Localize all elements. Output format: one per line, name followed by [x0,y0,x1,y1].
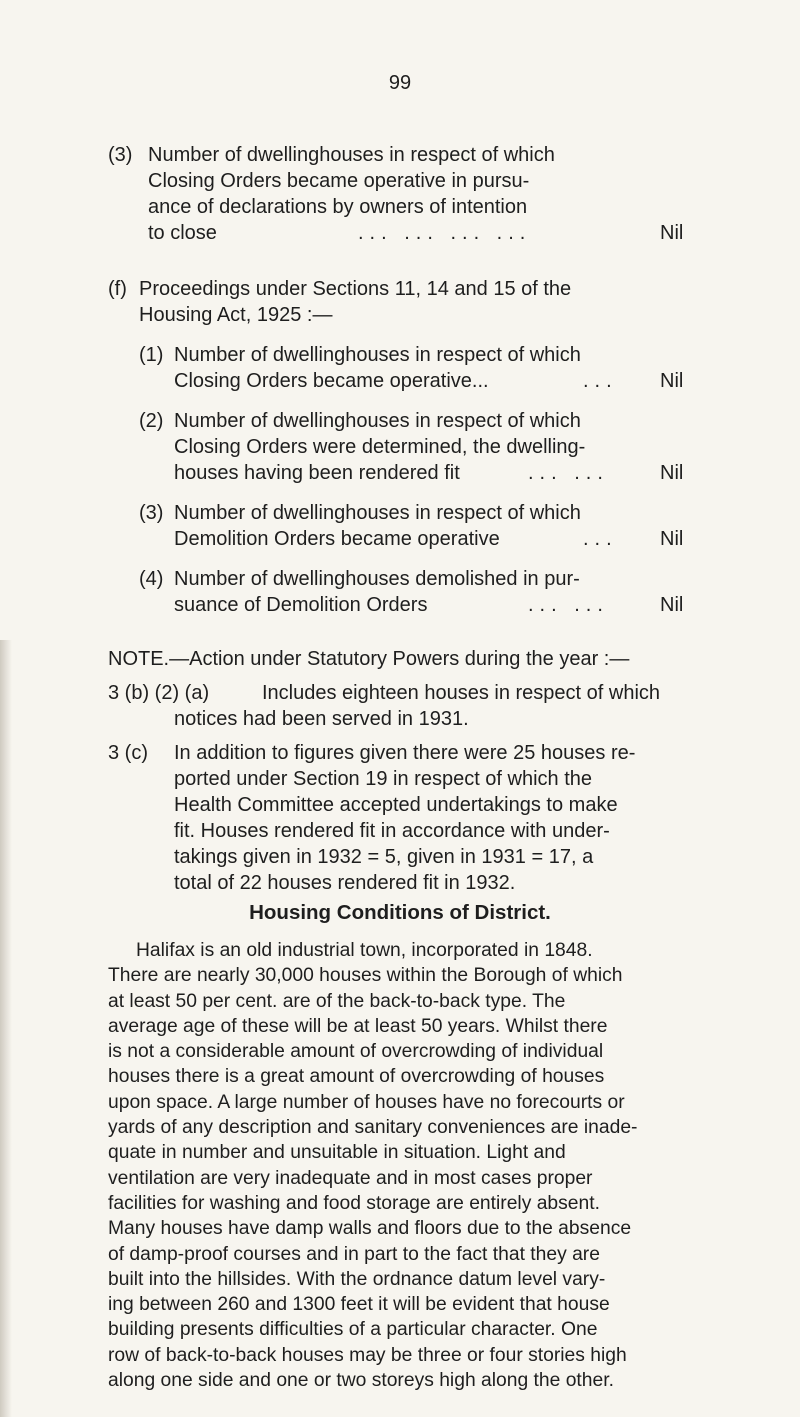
paragraph-line: Halifax is an old industrial town, incorporated in 1848. [136,940,593,961]
item-line: Number of dwellinghouses in respect of which [174,502,581,524]
paragraph-line: There are nearly 30,000 houses within the Borough of which [108,965,623,987]
paragraph-line: ventilation are very inadequate and in most cases proper [108,1167,593,1189]
note-label: 3 (b) (2) (a) [108,682,210,704]
item-line: Number of dwellinghouses demolished in pur- [174,568,580,590]
item-line: houses having been rendered fit [174,462,460,484]
dot-leader: ... [583,528,618,550]
note-label: 3 (c) [108,742,148,764]
item-value: Nil [660,462,684,484]
paragraph-line: yards of any description and sanitary conveniences are inade- [108,1117,638,1139]
item-line: Number of dwellinghouses in respect of which [174,344,581,366]
item-line: Closing Orders were determined, the dwelling- [174,436,586,458]
item-number: (2) [139,410,164,432]
paragraph-line: facilities for washing and food storage are entirely absent. [108,1192,600,1214]
item-number: (1) [139,344,164,366]
paragraph-line: along one side and one or two storeys high along the other. [108,1370,614,1392]
item-line: Closing Orders became operative... [174,370,489,392]
item-line: Closing Orders became operative in pursu- [148,170,530,192]
page-number: 99 [388,72,412,94]
note-line: In addition to figures given there were 25 houses re- [174,742,636,764]
section-heading-line: Housing Act, 1925 :— [139,304,333,326]
note-line: Includes eighteen houses in respect of which [262,682,661,704]
item-line: to close [148,222,217,244]
note-line: ported under Section 19 in respect of which the [174,768,593,790]
section-label: (f) [108,278,127,300]
item-value: Nil [660,370,684,392]
item-number: (3) [139,502,164,524]
housing-conditions-title: Housing Conditions of District. [249,901,551,924]
note-line: notices had been served in 1931. [174,708,469,730]
housing-conditions-paragraph [108,938,698,1393]
dot-leader: ... ... [528,462,609,484]
note-line: total of 22 houses rendered fit in 1932. [174,872,516,894]
note-line: takings given in 1932 = 5, given in 1931 = 17, a [174,846,594,868]
page-edge-shadow [0,640,12,1417]
item-value: Nil [660,528,684,550]
paragraph-line: at least 50 per cent. are of the back-to-back type. The [108,990,566,1012]
item-value: Nil [660,222,684,244]
paragraph-line: Many houses have damp walls and floors due to the absence [108,1218,632,1240]
item-line: ance of declarations by owners of intention [148,196,528,218]
item-number: (4) [139,568,164,590]
item-line: Number of dwellinghouses in respect of which [174,410,581,432]
item-value: Nil [660,594,684,616]
paragraph-line: quate in number and unsuitable in situation. Light and [108,1142,566,1164]
paragraph-line: upon space. A large number of houses have no forecourts or [108,1091,625,1113]
item-line: suance of Demolition Orders [174,594,428,616]
paragraph-line: average age of these will be at least 50 years. Whilst there [108,1015,608,1037]
note-line: fit. Houses rendered fit in accordance with under- [174,820,610,842]
paragraph-line: row of back-to-back houses may be three or four stories high [108,1344,627,1366]
dot-leader: ... ... ... ... [358,222,532,244]
paragraph-line: of damp-proof courses and in part to the fact that they are [108,1243,600,1265]
paragraph-line: houses there is a great amount of overcrowding of houses [108,1066,605,1088]
section-heading-line: Proceedings under Sections 11, 14 and 15 of the [139,278,572,300]
note-line: Health Committee accepted undertakings to make [174,794,618,816]
paragraph-line: built into the hillsides. With the ordnance datum level vary- [108,1268,606,1290]
item-number: (3) [108,144,133,166]
item-line: Number of dwellinghouses in respect of which [148,144,555,166]
paragraph-line: building presents difficulties of a particular character. One [108,1319,598,1341]
paragraph-line: ing between 260 and 1300 feet it will be evident that house [108,1294,610,1316]
dot-leader: ... [583,370,618,392]
dot-leader: ... ... [528,594,609,616]
note-heading: NOTE.—Action under Statutory Powers during the year :— [108,648,630,670]
item-line: Demolition Orders became operative [174,528,500,550]
paragraph-line: is not a considerable amount of overcrowding of individual [108,1041,604,1063]
